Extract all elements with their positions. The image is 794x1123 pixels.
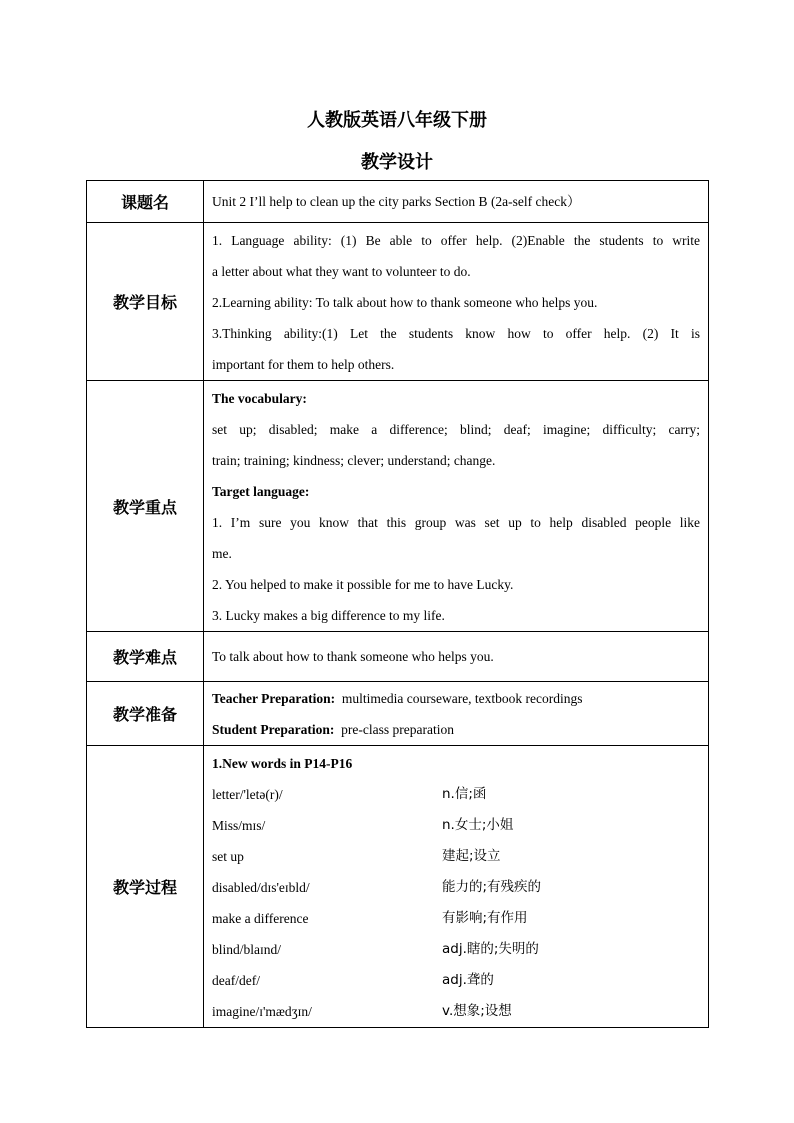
target-line: 1. I’m sure you know that this group was set up to help disabled people like [212, 515, 700, 530]
vocab-meaning: n.信;函 [442, 786, 487, 802]
key-points-content [204, 381, 709, 632]
row-topic [87, 181, 709, 223]
preparation-content [204, 682, 709, 746]
topic-content [204, 181, 709, 223]
student-preparation-value: pre-class preparation [341, 721, 454, 737]
target-line: me. [212, 546, 232, 561]
target-heading: Target language: [212, 484, 310, 499]
teacher-preparation-label: Teacher Preparation: [212, 690, 336, 706]
vocab-meaning: n.女士;小姐 [442, 817, 514, 833]
vocab-meaning: v.想象;设想 [442, 1003, 512, 1019]
list-item [212, 934, 700, 965]
objectives-line: 1. Language ability: (1) Be able to offer help. (2)Enable the students to write [212, 233, 700, 248]
vocab-word: set up [212, 849, 244, 864]
label-difficulties: 教学难点 [87, 632, 204, 682]
vocab-line: train; training; kindness; clever; understand; change. [212, 453, 496, 468]
row-objectives [87, 223, 709, 381]
target-line: 3. Lucky makes a big difference to my life. [212, 608, 445, 623]
list-item [212, 996, 700, 1027]
list-item [212, 965, 700, 996]
vocab-meaning: 能力的;有残疾的 [442, 879, 542, 895]
difficulties-content [204, 632, 709, 682]
objectives-content [204, 223, 709, 381]
label-preparation: 教学准备 [87, 682, 204, 746]
list-item [212, 841, 700, 872]
vocab-meaning: adj.聋的 [442, 972, 494, 988]
objectives-line: important for them to help others. [212, 357, 395, 372]
student-preparation [212, 714, 700, 745]
vocab-word: blind/blaɪnd/ [212, 942, 281, 957]
topic-text: Unit 2 I’ll help to clean up the city parks Section B (2a-self check） [212, 194, 581, 209]
vocab-meaning: 建起;设立 [442, 848, 501, 864]
label-key-points: 教学重点 [87, 381, 204, 632]
student-preparation-label: Student Preparation: [212, 721, 335, 737]
row-key-points [87, 381, 709, 632]
document-subtitle: 教学设计 [361, 152, 433, 173]
list-item [212, 903, 700, 934]
objectives-line: 2.Learning ability: To talk about how to thank someone who helps you. [212, 295, 598, 310]
vocab-word: Miss/mɪs/ [212, 818, 266, 833]
vocab-heading: The vocabulary: [212, 391, 307, 406]
difficulties-text: To talk about how to thank someone who helps you. [212, 649, 494, 664]
label-objectives: 教学目标 [87, 223, 204, 381]
vocab-word: disabled/dɪs'eɪbld/ [212, 880, 310, 895]
row-difficulties [87, 632, 709, 682]
label-process: 教学过程 [87, 746, 204, 1028]
label-topic: 课题名 [87, 181, 204, 223]
teacher-preparation [212, 683, 700, 714]
row-process [87, 746, 709, 1028]
vocab-line: set up; disabled; make a difference; blind; deaf; imagine; difficulty; carry; [212, 422, 700, 437]
list-item [212, 779, 700, 810]
vocab-word: imagine/ɪ'mædʒɪn/ [212, 1004, 312, 1019]
list-item [212, 872, 700, 903]
document-title: 人教版英语八年级下册 [307, 110, 487, 131]
row-preparation [87, 682, 709, 746]
process-content [204, 746, 709, 1028]
vocab-word: letter/'letə(r)/ [212, 787, 283, 802]
objectives-line: a letter about what they want to volunteer to do. [212, 264, 471, 279]
target-line: 2. You helped to make it possible for me to have Lucky. [212, 577, 514, 592]
teacher-preparation-value: multimedia courseware, textbook recordings [341, 690, 583, 706]
lesson-plan-table [86, 180, 709, 1028]
process-heading: 1.New words in P14-P16 [212, 756, 353, 771]
objectives-line: 3.Thinking ability:(1) Let the students know how to offer help. (2) It is [212, 326, 700, 341]
vocab-word: deaf/def/ [212, 973, 260, 988]
vocab-word: make a difference [212, 911, 309, 926]
vocab-meaning: adj.瞎的;失明的 [442, 941, 539, 957]
vocab-meaning: 有影响;有作用 [442, 910, 528, 926]
list-item [212, 810, 700, 841]
